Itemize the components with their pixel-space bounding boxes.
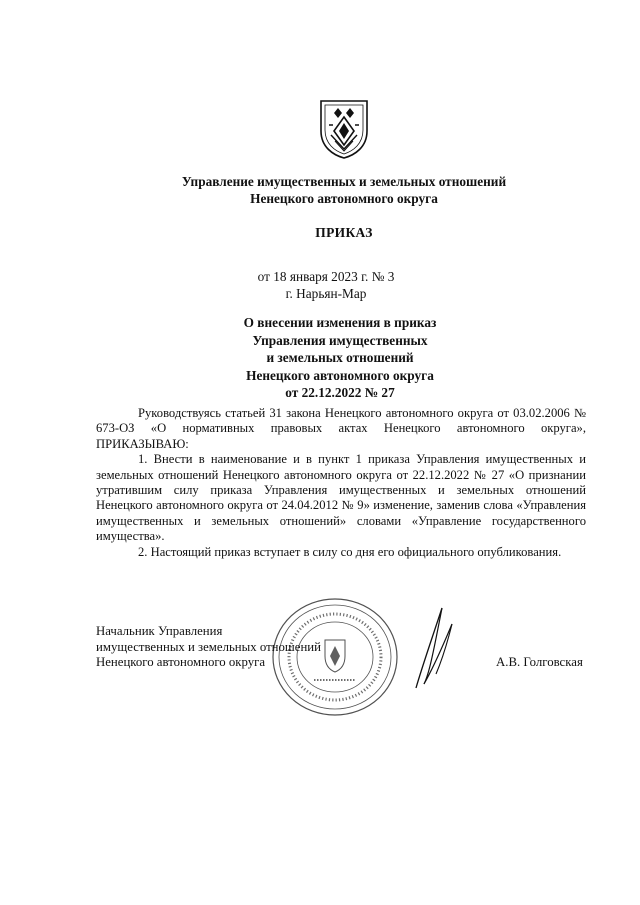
body-paragraph: 1. Внести в наименование и в пункт 1 приказа Управления имущественных и земельных отношений Ненецкого автономного округа от 22.12.2022 № 27 «О признании утратившим силу приказа Управления имущественных и земельных отношений Ненецкого автономного округа от 24.04.2012 № 9» изменение, заменив слова «Управления имущественных и земельных отношений» словами «Управление государственного имущества». bbox=[96, 452, 586, 544]
document-subject bbox=[0, 314, 640, 402]
organization-line: Управление имущественных и земельных отношений bbox=[181, 174, 507, 189]
subject-line: Ненецкого автономного округа bbox=[246, 367, 434, 383]
signer-name: А.В. Голговская bbox=[496, 655, 583, 669]
signer-position bbox=[96, 624, 321, 671]
coat-of-arms-icon bbox=[317, 97, 371, 160]
subject-line: О внесении изменения в приказ bbox=[243, 315, 437, 330]
body-paragraph: 2. Настоящий приказ вступает в силу со дня его официального опубликования. bbox=[138, 544, 562, 559]
subject-line: и земельных отношений bbox=[266, 350, 414, 365]
body-paragraph: Руководствуясь статьей 31 закона Ненецкого автономного округа от 03.02.2006 № 673-ОЗ «О нормативных правовых актах Ненецкого автономного округа», ПРИКАЗЫВАЮ: bbox=[96, 406, 586, 451]
signer-position-line: Ненецкого автономного округа bbox=[96, 655, 266, 669]
date-number: от 18 января 2023 г. № 3 bbox=[257, 269, 395, 284]
signer-position-line: имущественных и земельных отношений bbox=[96, 639, 321, 654]
subject-line: от 22.12.2022 № 27 bbox=[285, 385, 395, 400]
place: г. Нарьян-Мар bbox=[285, 286, 367, 301]
signer-position-line: Начальник Управления bbox=[96, 624, 223, 638]
document-type: ПРИКАЗ bbox=[315, 225, 373, 240]
document-body bbox=[96, 406, 586, 560]
handwritten-signature-icon bbox=[412, 604, 456, 692]
date-and-place bbox=[0, 268, 640, 302]
subject-line: Управления имущественных bbox=[252, 332, 428, 348]
organization-name bbox=[0, 173, 640, 207]
organization-line: Ненецкого автономного округа bbox=[250, 191, 438, 206]
